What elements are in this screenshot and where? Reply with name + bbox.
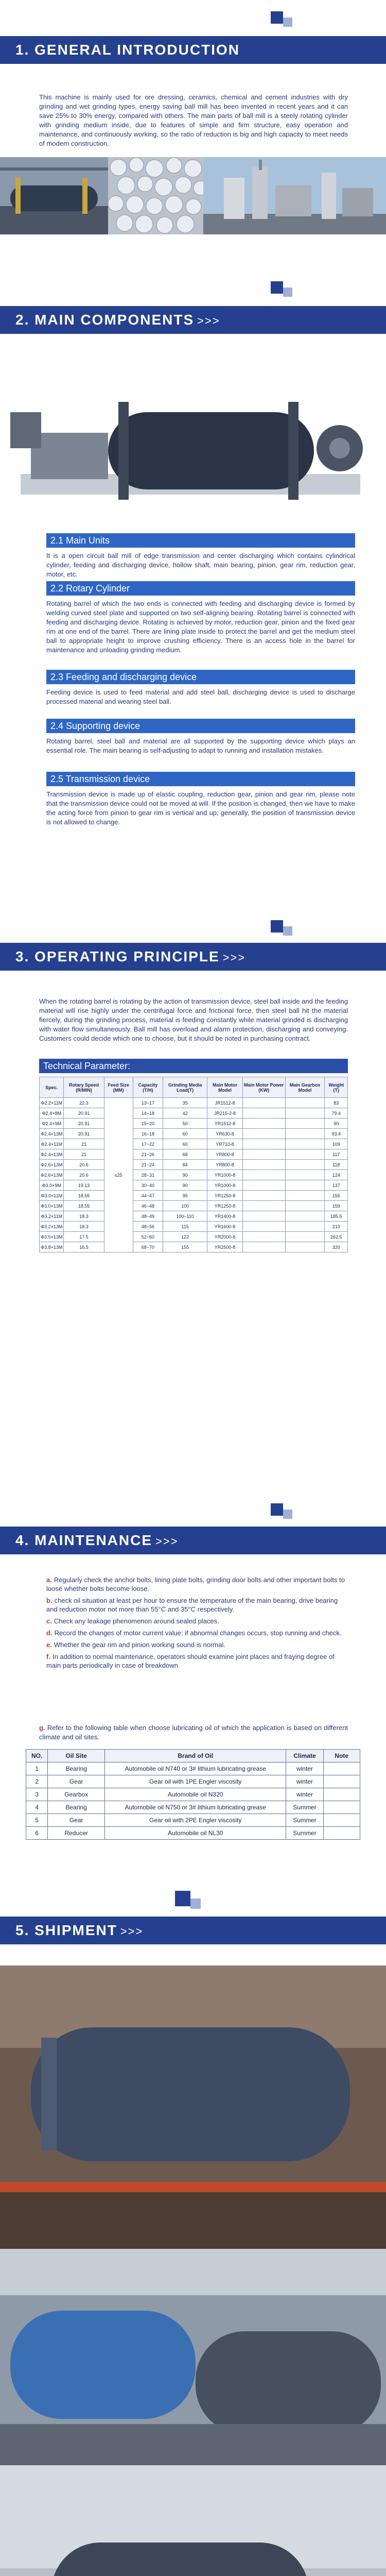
technical-parameter-table [39,1077,348,1252]
table-cell: 90 [325,1118,348,1129]
table-cell: 1 [26,1762,48,1775]
table-cell: 262.5 [325,1232,348,1242]
table-cell: 83 [325,1098,348,1108]
table-cell: 79.4 [325,1108,348,1118]
section-title: 4. MAINTENANCE >>> [15,1532,179,1548]
table-cell: 18.55 [64,1191,104,1201]
table-header-cell: NO. [26,1750,48,1762]
section-title: 5. SHIPMENT >>> [15,1922,144,1938]
table-cell: Φ3.0×9M [40,1180,64,1191]
table-cell: Φ3.8×13M [40,1242,64,1252]
table-cell [242,1222,285,1232]
table-cell: 15~20 [133,1118,163,1129]
table-cell [242,1201,285,1211]
maintenance-list [46,1575,350,1673]
table-cell: YR630-8 [207,1129,243,1139]
table-cell [242,1191,285,1201]
table-cell: winter [286,1788,323,1801]
table-row [40,1201,348,1211]
feed-size-cell: ≤25 [104,1098,133,1252]
table-row [26,1814,360,1827]
table-cell: Φ2.6×13M [40,1170,64,1180]
table-row [26,1762,360,1775]
table-cell: 109 [325,1139,348,1149]
table-cell: 17.5 [64,1232,104,1242]
table-cell: 35 [163,1098,207,1108]
table-cell [323,1827,360,1840]
section-header-intro [0,36,386,64]
maintenance-item [46,1596,350,1614]
subsection-text: Transmission device is made up of elastic coupling, reduction gear, pinion and gear rim, please note that the transmission device could not be moved at will. If the position is changed, then we have to make the acting force from pinion to gear rim is vertical and up; generally, the position of transmission device is not allowed to change. [46,790,355,826]
maintenance-item-key: e. [46,1641,52,1649]
th-motor-model: Main Motor Model [207,1077,243,1098]
subsection-title: 2.3 Feeding and discharging device [46,670,355,684]
table-cell [285,1108,325,1118]
table-cell: Bearing [48,1762,105,1775]
subsection-text: It is a open circuit ball mill of edge transmission and center discharging which contains cylindrical cylinder, feeding and discharging device, hollow shaft, main bearing, pinion, gear rim, reduction gear, motor, etc. [46,552,355,578]
maintenance-item [46,1629,350,1637]
table-cell: YR1250-8 [207,1191,243,1201]
table-cell: YR1600-8 [207,1222,243,1232]
table-cell: 6 [26,1827,48,1840]
th-speed: Rotary Speed (R/MIN) [64,1077,104,1098]
table-cell: Automobile oil N320 [105,1788,286,1801]
section-title: 1. GENERAL INTRODUCTION [15,42,240,58]
table-cell: 17~22 [133,1139,163,1149]
table-cell: winter [286,1775,323,1788]
grinding-balls-photo [108,157,203,234]
table-cell [285,1098,325,1108]
decor-square [271,1503,283,1516]
table-row [40,1180,348,1191]
table-cell: 68 [163,1149,207,1160]
table-cell [285,1242,325,1252]
table-row [40,1129,348,1139]
th-gearbox: Main Gearbox Model [285,1077,325,1098]
table-cell: YR2000-8 [207,1232,243,1242]
table-row [40,1118,348,1129]
table-cell: Gear [48,1775,105,1788]
table-cell: Automobile oil NL30 [105,1827,286,1840]
table-cell: 21 [64,1149,104,1160]
table-cell: 185.5 [325,1211,348,1222]
decor-square [175,1891,190,1906]
table-cell: 95 [163,1191,207,1201]
table-cell: Φ2.2×11M [40,1098,64,1108]
table-cell: Φ2.4×13M [40,1129,64,1139]
table-cell: YR710-8 [207,1139,243,1149]
section-header-principle [0,943,386,971]
table-cell: 16.5 [64,1242,104,1252]
section-header-components [0,306,386,334]
maintenance-item-text: Record the changes of motor current value: if abnormal changes occurs, stop running and check. [54,1629,342,1637]
table-cell: 20.91 [64,1118,104,1129]
maintenance-item-text: Regularly check the anchor bolts, lining plate bolts, grinding door bolts and other important bolts to loose whether bolts become loose. [46,1576,345,1592]
table-cell: winter [286,1762,323,1775]
subsection-title: 2.2 Rotary Cylinder [46,581,355,596]
shipment-photo [0,2465,386,2576]
table-cell [285,1201,325,1211]
decor-square-light [283,18,292,27]
table-cell: 42 [163,1108,207,1118]
maintenance-item-key: f. [46,1653,50,1660]
table-cell [242,1170,285,1180]
table-cell: 48~49 [133,1211,163,1222]
subsection-text: Feeding device is used to feed material and add steel ball, discharging device is used to discharge processed material and wearing steel ball. [46,688,355,705]
table-cell: Φ2.6×13M [40,1160,64,1170]
table-cell: Gearbox [48,1788,105,1801]
table-cell: 213 [325,1222,348,1232]
table-cell: 13~17 [133,1098,163,1108]
table-cell [323,1775,360,1788]
decor-square-light [190,1899,201,1909]
ball-mill-photo [0,157,108,234]
table-cell: 118 [325,1160,348,1170]
table-cell: YR1000-8 [207,1180,243,1191]
lubrication-table [26,1749,360,1840]
table-cell: 122 [163,1232,207,1242]
table-cell: 52~60 [133,1232,163,1242]
table-cell [285,1129,325,1139]
table-cell: 19.13 [64,1180,104,1191]
table-cell: 68~70 [133,1242,163,1252]
table-cell: 14~18 [133,1108,163,1118]
table-cell: 48~56 [133,1222,163,1232]
table-cell: 22.3 [64,1098,104,1108]
table-cell: 93.4 [325,1129,348,1139]
table-cell [242,1149,285,1160]
table-cell [242,1139,285,1149]
table-cell: 159 [325,1201,348,1211]
table-cell: YR1512-8 [207,1118,243,1129]
subsection-text: Rotating barrel of which the two ends is connected with feeding and discharging device is formed by welding curved steel plate and supported on two self-aligning bearing. Rotating barrel is connected with feeding and discharging device. Rotating is achieved by motor, reduction gear, pinion and the fixed gear rim at one end of the barrel. There are lining plate inside to protect the barrel and get the medium steel ball to appropriate height to improve crushing efficiency. There is an access hole in the barrel for maintenance and unloading grinding medium. [46,600,355,654]
maintenance-item-text: In addition to normal maintenance, operators should examine joint places and fraying degree of main parts periodically in case of breakdown. [46,1653,335,1669]
table-cell: 20.91 [64,1129,104,1139]
decor-square [271,920,283,933]
table-cell [323,1814,360,1827]
table-cell: Gear oil with 2PE Engler viscosity [105,1814,286,1827]
table-header-cell: Climate [286,1750,323,1762]
maintenance-item [46,1575,350,1593]
table-cell: 137 [325,1180,348,1191]
table-cell: Φ2.4×9M [40,1118,64,1129]
table-cell [285,1180,325,1191]
section-title: 3. OPERATING PRINCIPLE >>> [15,948,246,964]
subsection-title: 2.5 Transmission device [46,772,355,786]
table-cell: 155 [163,1242,207,1252]
ball-mill-diagram [0,355,386,526]
table-cell [323,1801,360,1814]
principle-paragraph: When the rotating barrel is rotating by the action of transmission device, steel ball inside and the feeding material will rise highly under the centrifugal force and frictional force, then steel ball hit the material fiercely, during the grinding process, material is feeding constantly while material grinded is discharging with water flow simultaneously. Ball mill has overload and alarm protection, discharging and conveying. Customers could decide which one to choose, but it should be noted in purchasing contract. [39,997,348,1042]
intro-paragraph: This machine is mainly used for ore dressing, ceramics, chemical and cement industries with dry grinding and wet grinding types, energy saving ball mill has been invented in recent years and it can save 25% to 30% energy, compared with others. The main parts of ball mill is a steely rotating cylinder with grinding medium inside, due to features of simple and firm structure, easy operation and maintenance, and continuously working, so the ratio of reduction is big and high capacity to meet needs of modern construction. [39,93,348,147]
table-cell: YR1250-8 [207,1201,243,1211]
table-cell: 21~24 [133,1160,163,1170]
table-cell [285,1149,325,1160]
subsection-text: Rotating barrel, steel ball and material are all supported by the supporting device which plays an essential role. The main bearing is self-adjusting to adapt to running and installation mistakes. [46,737,355,754]
table-row [40,1098,348,1108]
table-header-row [26,1750,360,1762]
table-cell [285,1160,325,1170]
maintenance-item [46,1652,350,1670]
table-row [40,1149,348,1160]
table-header-cell: Oil Site [48,1750,105,1762]
table-cell: 90 [163,1170,207,1180]
table-cell: Φ3.0×11M [40,1191,64,1201]
maintenance-item-key: d. [46,1629,52,1637]
table-cell: 90 [163,1180,207,1191]
table-cell: YR800-8 [207,1149,243,1160]
table-row [40,1160,348,1170]
table-cell: Φ2.4×11M [40,1139,64,1149]
table-row [26,1775,360,1788]
table-cell: 84 [163,1160,207,1170]
table-cell [285,1211,325,1222]
table-cell: 21~26 [133,1149,163,1160]
table-cell: 30~40 [133,1180,163,1191]
table-cell: JR215-2-8 [207,1108,243,1118]
table-cell: 60 [163,1139,207,1149]
decor-square-light [283,287,292,297]
maintenance-item [46,1617,350,1625]
table-header-cell: Brand of Oil [105,1750,286,1762]
table-row [26,1801,360,1814]
section-header-shipment [0,1917,386,1944]
th-feed: Feed Size (MM) [104,1077,133,1098]
table-row [26,1827,360,1840]
th-capacity: Capacity (T/H) [133,1077,163,1098]
table-cell: 124 [325,1170,348,1180]
table-row [40,1170,348,1180]
table-header-cell: Note [323,1750,360,1762]
maintenance-item-key: c. [46,1617,52,1625]
maintenance-item [46,1640,350,1649]
table-cell: 46~48 [133,1201,163,1211]
decor-square-light [283,926,292,936]
table-cell: Automobile oil N740 or 3# lithium lubricating grease [105,1762,286,1775]
table-cell: 21 [64,1139,104,1149]
table-cell [323,1762,360,1775]
table-row [40,1211,348,1222]
table-cell: YR2500-8 [207,1242,243,1252]
table-cell: Φ3.2×13M [40,1222,64,1232]
subsection-title: 2.4 Supporting device [46,719,355,733]
maintenance-item-text: Whether the gear rim and pinion working sound is normal. [54,1641,225,1649]
table-cell: 20.91 [64,1108,104,1118]
table-cell: 100 [163,1201,207,1211]
th-media: Grinding Media Load(T) [163,1077,207,1098]
table-cell: 28~31 [133,1170,163,1180]
section-title: 2. MAIN COMPONENTS >>> [15,312,220,328]
table-cell [285,1139,325,1149]
table-cell [242,1160,285,1170]
table-cell: 50 [163,1118,207,1129]
table-row [40,1191,348,1201]
decor-square [271,11,283,24]
table-cell: Summer [286,1814,323,1827]
table-cell: 156 [325,1191,348,1201]
decor-square [271,281,283,294]
shipment-photo [0,1965,386,2249]
table-cell: 3 [26,1788,48,1801]
maintenance-item-text: check oil situation at least per hour to ensure the temperature of the main bearing, drive bearing and reduction motor not more than 55°C and 35°C respectively. [46,1597,338,1613]
table-cell [242,1118,285,1129]
table-cell [285,1232,325,1242]
table-cell: 320 [325,1242,348,1252]
table-cell: 20.6 [64,1160,104,1170]
table-cell: YR1000-8 [207,1170,243,1180]
subsection-title: 2.1 Main Units [46,533,355,548]
maintenance-item-key: a. [46,1576,52,1584]
table-cell: 115 [163,1222,207,1232]
section-header-maintenance [0,1527,386,1554]
table-cell [242,1098,285,1108]
table-cell [242,1232,285,1242]
table-cell: 117 [325,1149,348,1160]
table-row [40,1139,348,1149]
table-cell: 20.6 [64,1170,104,1180]
maintenance-item-key: b. [46,1597,52,1604]
table-cell: YR800-8 [207,1160,243,1170]
table-cell: 60 [163,1129,207,1139]
table-cell: 44~47 [133,1191,163,1201]
maintenance-item-text: Check any leakage phenomenon around sealed places. [54,1617,219,1625]
table-cell: Φ3.5×13M [40,1232,64,1242]
table-cell: Φ3.2×11M [40,1211,64,1222]
table-cell [242,1242,285,1252]
table-cell: Gear [48,1814,105,1827]
table-cell: 5 [26,1814,48,1827]
table-cell: Φ3.0×13M [40,1201,64,1211]
table-cell [285,1118,325,1129]
table-cell: JR1512-8 [207,1098,243,1108]
oil-note: g. Refer to the following table when choose lubricating oil of which the application is based on different climate and oil sites. [39,1724,348,1741]
table-cell: YR1400-8 [207,1211,243,1222]
cement-plant-photo [203,157,386,234]
technical-parameter-title: Technical Parameter: [39,1059,348,1073]
table-cell: 18.3 [64,1211,104,1222]
table-cell: 18.3 [64,1222,104,1232]
table-row [40,1242,348,1252]
table-cell [285,1222,325,1232]
decor-square-light [283,1510,292,1519]
shipment-photo [0,2249,386,2465]
table-cell [323,1788,360,1801]
table-cell: Gear oil with 1PE Engler viscosity [105,1775,286,1788]
table-cell [242,1180,285,1191]
th-weight: Weight (T) [325,1077,348,1098]
table-row [40,1108,348,1118]
table-cell: 18.55 [64,1201,104,1211]
table-cell [285,1191,325,1201]
table-row [40,1232,348,1242]
table-cell: Bearing [48,1801,105,1814]
table-cell: 16~18 [133,1129,163,1139]
table-cell: Φ2.4×8M [40,1108,64,1118]
th-motor-power: Main Motor Power (KW) [242,1077,285,1098]
table-row [26,1788,360,1801]
table-row [40,1222,348,1232]
table-cell: Summer [286,1827,323,1840]
table-cell: 100~110 [163,1211,207,1222]
table-cell [242,1211,285,1222]
table-cell: 4 [26,1801,48,1814]
table-cell: Φ2.4×13M [40,1149,64,1160]
table-cell [285,1170,325,1180]
table-cell: Reducer [48,1827,105,1840]
th-spec: Spec. [40,1077,64,1098]
table-cell: Summer [286,1801,323,1814]
table-cell: 2 [26,1775,48,1788]
table-cell [242,1129,285,1139]
table-cell: Automobile oil N750 or 3# lithium lubricating grease [105,1801,286,1814]
table-cell [242,1108,285,1118]
